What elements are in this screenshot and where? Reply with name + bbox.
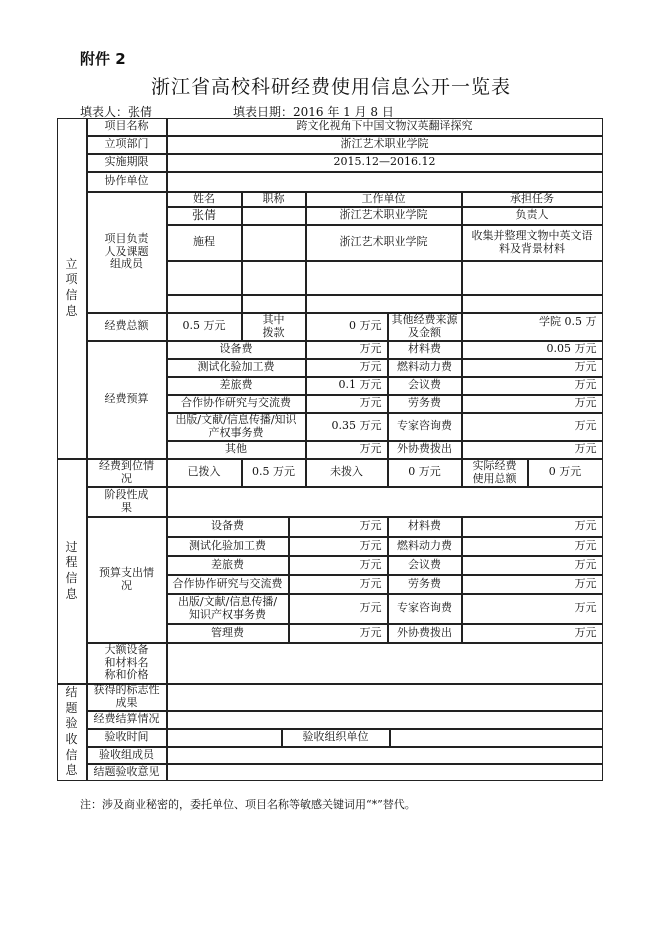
dept-label: 立项部门 [87,136,167,154]
budget-item-value: 万元 [306,359,388,377]
member-unit [306,261,462,295]
budget-item-label: 外协费拨出 [388,441,462,459]
time-value [167,729,282,747]
member-task: 收集并整理文物中英文语料及背景材料 [462,225,603,261]
spend-item-value: 万元 [289,556,388,575]
spend-label: 预算支出情况 [87,517,167,643]
group-members-label: 验收组成员 [87,747,167,764]
unallocated-value: 0 万元 [388,459,462,487]
member-task [462,295,603,313]
member-unit [306,295,462,313]
budget-item-value: 0.05 万元 [462,341,603,359]
budget-item-value: 0.35 万元 [306,413,388,441]
period-value: 2015.12—2016.12 [167,154,603,172]
section-closing: 结题验收信息 [57,684,87,781]
other-funds-label: 其他经费来源及金额 [388,313,462,341]
members-header-task: 承担任务 [462,192,603,207]
section-project: 立项信息 [57,118,87,459]
budget-item-value: 万元 [462,441,603,459]
budget-item-value: 万元 [462,359,603,377]
member-title [242,225,306,261]
spend-item-value: 万元 [462,575,603,594]
members-header-name: 姓名 [167,192,242,207]
achieve-label: 获得的标志性成果 [87,684,167,711]
settle-value [167,711,603,729]
budget-item-label: 材料费 [388,341,462,359]
member-title [242,295,306,313]
spend-item-value: 万元 [289,624,388,643]
page-title: 浙江省高校科研经费使用信息公开一览表 [150,76,511,98]
member-title [242,261,306,295]
equip-value [167,643,603,684]
budget-item-label: 差旅费 [167,377,306,395]
project-name-label: 项目名称 [87,118,167,136]
budget-item-value: 0.1 万元 [306,377,388,395]
member-name [167,295,242,313]
org-label: 验收组织单位 [282,729,390,747]
spend-item-value: 万元 [289,537,388,556]
budget-item-value: 万元 [462,377,603,395]
spend-item-label: 专家咨询费 [388,594,462,624]
spend-item-value: 万元 [289,594,388,624]
budget-item-label: 设备费 [167,341,306,359]
filler-label: 填表人：张倩 [80,105,153,119]
budget-item-value: 万元 [462,395,603,413]
grant-label: 其中拨款 [242,313,306,341]
member-title [242,207,306,225]
member-task [462,261,603,295]
spend-item-value: 万元 [462,556,603,575]
coop-value [167,172,603,192]
actual-value: 0 万元 [528,459,603,487]
members-label: 项目负责人及课题组成员 [87,192,167,313]
members-header-unit: 工作单位 [306,192,462,207]
time-label: 验收时间 [87,729,167,747]
project-name-value: 跨文化视角下中国文物汉英翻译探究 [167,118,603,136]
budget-item-value: 万元 [306,441,388,459]
member-name [167,261,242,295]
dept-value: 浙江艺术职业学院 [167,136,603,154]
stage-label: 阶段性成果 [87,487,167,517]
spend-item-label: 燃料动力费 [388,537,462,556]
budget-item-value: 万元 [306,395,388,413]
spend-item-label: 会议费 [388,556,462,575]
spend-item-value: 万元 [462,537,603,556]
spend-item-label: 劳务费 [388,575,462,594]
date-label: 填表日期：2016 年 1 月 8 日 [233,105,394,119]
section-process: 过程信息 [57,459,87,684]
allocated-value: 0.5 万元 [242,459,306,487]
spend-item-label: 合作协作研究与交流费 [167,575,289,594]
spend-item-value: 万元 [289,517,388,537]
spend-item-label: 外协费拨出 [388,624,462,643]
arrival-label: 经费到位情况 [87,459,167,487]
grant-value: 0 万元 [306,313,388,341]
spend-item-label: 管理费 [167,624,289,643]
org-value [390,729,603,747]
allocated-label: 已拨入 [167,459,242,487]
settle-label: 经费结算情况 [87,711,167,729]
coop-label: 协作单位 [87,172,167,192]
group-members-value [167,747,603,764]
budget-item-label: 出版/文献/信息传播/知识产权事务费 [167,413,306,441]
budget-item-label: 合作协作研究与交流费 [167,395,306,413]
equip-label: 大额设备和材料名称和价格 [87,643,167,684]
spend-item-label: 差旅费 [167,556,289,575]
spend-item-label: 测试化验加工费 [167,537,289,556]
budget-item-label: 其他 [167,441,306,459]
member-unit: 浙江艺术职业学院 [306,207,462,225]
budget-item-label: 专家咨询费 [388,413,462,441]
total-label: 经费总额 [87,313,167,341]
attachment-label: 附件 2 [80,50,126,68]
spend-item-value: 万元 [462,594,603,624]
other-funds-value: 学院 0.5 万 [462,313,603,341]
unallocated-label: 未拨入 [306,459,388,487]
budget-item-label: 会议费 [388,377,462,395]
budget-item-label: 燃料动力费 [388,359,462,377]
opinion-label: 结题验收意见 [87,764,167,781]
spend-item-value: 万元 [289,575,388,594]
member-name: 张倩 [167,207,242,225]
opinion-value [167,764,603,781]
members-header-title: 职称 [242,192,306,207]
actual-label: 实际经费使用总额 [462,459,528,487]
budget-item-value: 万元 [462,413,603,441]
total-value: 0.5 万元 [167,313,242,341]
budget-item-label: 测试化验加工费 [167,359,306,377]
budget-label: 经费预算 [87,341,167,459]
spend-item-value: 万元 [462,624,603,643]
stage-value [167,487,603,517]
member-unit: 浙江艺术职业学院 [306,225,462,261]
period-label: 实施期限 [87,154,167,172]
spend-item-label: 材料费 [388,517,462,537]
spend-item-label: 出版/文献/信息传播/知识产权事务费 [167,594,289,624]
member-name: 施程 [167,225,242,261]
achieve-value [167,684,603,711]
budget-item-value: 万元 [306,341,388,359]
spend-item-label: 设备费 [167,517,289,537]
footnote: 注：涉及商业秘密的，委托单位、项目名称等敏感关键词用“*”替代。 [80,798,416,811]
member-task: 负责人 [462,207,603,225]
spend-item-value: 万元 [462,517,603,537]
budget-item-label: 劳务费 [388,395,462,413]
